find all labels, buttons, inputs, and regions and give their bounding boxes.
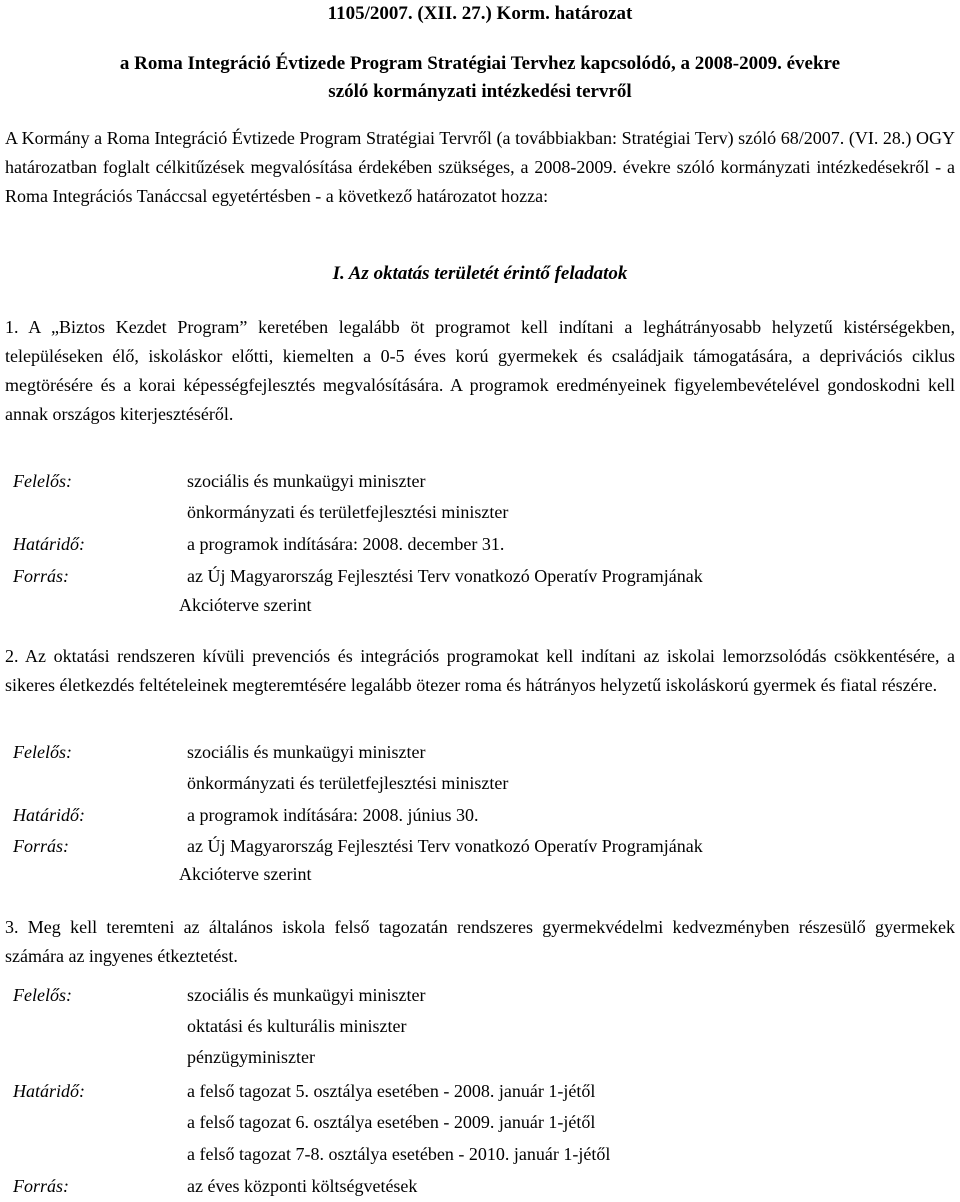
subtitle-line-1: a Roma Integráció Évtizede Program Stratégiai Tervhez kapcsolódó, a 2008-2009. évekre (119, 53, 841, 74)
subtitle-line-2: szóló kormányzati intézkedési tervről (328, 81, 632, 102)
document-title: 1105/2007. (XII. 27.) Korm. határozat (327, 3, 633, 24)
item-3-responsible-1: szociális és munkaügyi miniszter (187, 985, 426, 1005)
deadline-label: Határidő: (13, 534, 85, 554)
responsible-label: Felelős: (13, 471, 72, 491)
item-2-responsible-1: szociális és munkaügyi miniszter (187, 742, 426, 762)
item-2-deadline-1: a programok indítására: 2008. június 30. (187, 805, 479, 825)
item-2-source-1: az Új Magyarország Fejlesztési Terv vonatkozó Operatív Programjának (187, 836, 703, 856)
item-3-deadline-2: a felső tagozat 6. osztálya esetében - 2009. január 1-jétől (187, 1112, 596, 1132)
item-3-source-1: az éves központi költségvetések (187, 1176, 418, 1196)
item-3-deadline-1: a felső tagozat 5. osztálya esetében - 2008. január 1-jétől (187, 1081, 596, 1101)
source-label: Forrás: (13, 1176, 70, 1196)
item-3-responsible-3: pénzügyminiszter (187, 1047, 315, 1067)
item-3-responsible-2: oktatási és kulturális miniszter (187, 1016, 407, 1036)
deadline-label: Határidő: (13, 1081, 85, 1101)
intro-paragraph: A Kormány a Roma Integráció Évtizede Program Stratégiai Tervről (a továbbiakban: Stratégiai Terv) szóló 68/2007. (VI. 28.) OGY határozatban foglalt célkitűzések megvalósítása érdekében szükséges, a 2008-2009. évekre szóló kormányzati intézkedésekről - a Roma Integrációs Tanáccsal egyetértésben - a következő határozatot hozza: (5, 128, 955, 206)
item-1-source-1: az Új Magyarország Fejlesztési Terv vonatkozó Operatív Programjának (187, 566, 703, 586)
source-label: Forrás: (13, 836, 70, 856)
item-3-deadline-3: a felső tagozat 7-8. osztálya esetében - 2010. január 1-jétől (187, 1144, 611, 1164)
item-3-text: 3. Meg kell teremteni az általános iskola felső tagozatán rendszeres gyermekvédelmi kedvezményben részesülő gyermekek számára az ingyenes étkeztetést. (5, 917, 955, 966)
item-1-responsible-2: önkormányzati és területfejlesztési miniszter (187, 502, 509, 522)
item-1-deadline-1: a programok indítására: 2008. december 31. (187, 534, 505, 554)
deadline-label: Határidő: (13, 805, 85, 825)
item-2-text: 2. Az oktatási rendszeren kívüli prevenciós és integrációs programokat kell indítani az iskolai lemorzsolódás csökkentésére, a sikeres életkezdés feltételeinek megteremtésére legalább ötezer roma és hátrányos helyzetű iskoláskorú gyermek és fiatal részére. (5, 646, 955, 695)
responsible-label: Felelős: (13, 985, 72, 1005)
item-1-text: 1. A „Biztos Kezdet Program” keretében legalább öt programot kell indítani a leghátrányosabb helyzetű kistérségekben, településeken élő, iskoláskor előtti, kiemelten a 0-5 éves korú gyermekek és családjaik támogatására, a deprivációs ciklus megtörésére és a korai képességfejlesztés megvalósítására. A programok eredményeinek figyelembevételével gondoskodni kell annak országos kiterjesztéséről. (5, 317, 955, 424)
section-title: I. Az oktatás területét érintő feladatok (332, 263, 628, 284)
item-2-source-2: Akcióterve szerint (179, 864, 312, 884)
source-label: Forrás: (13, 566, 70, 586)
item-1-source-2: Akcióterve szerint (179, 595, 312, 615)
document-subtitle (0, 50, 960, 106)
item-2-responsible-2: önkormányzati és területfejlesztési miniszter (187, 773, 509, 793)
item-1-responsible-1: szociális és munkaügyi miniszter (187, 471, 426, 491)
responsible-label: Felelős: (13, 742, 72, 762)
